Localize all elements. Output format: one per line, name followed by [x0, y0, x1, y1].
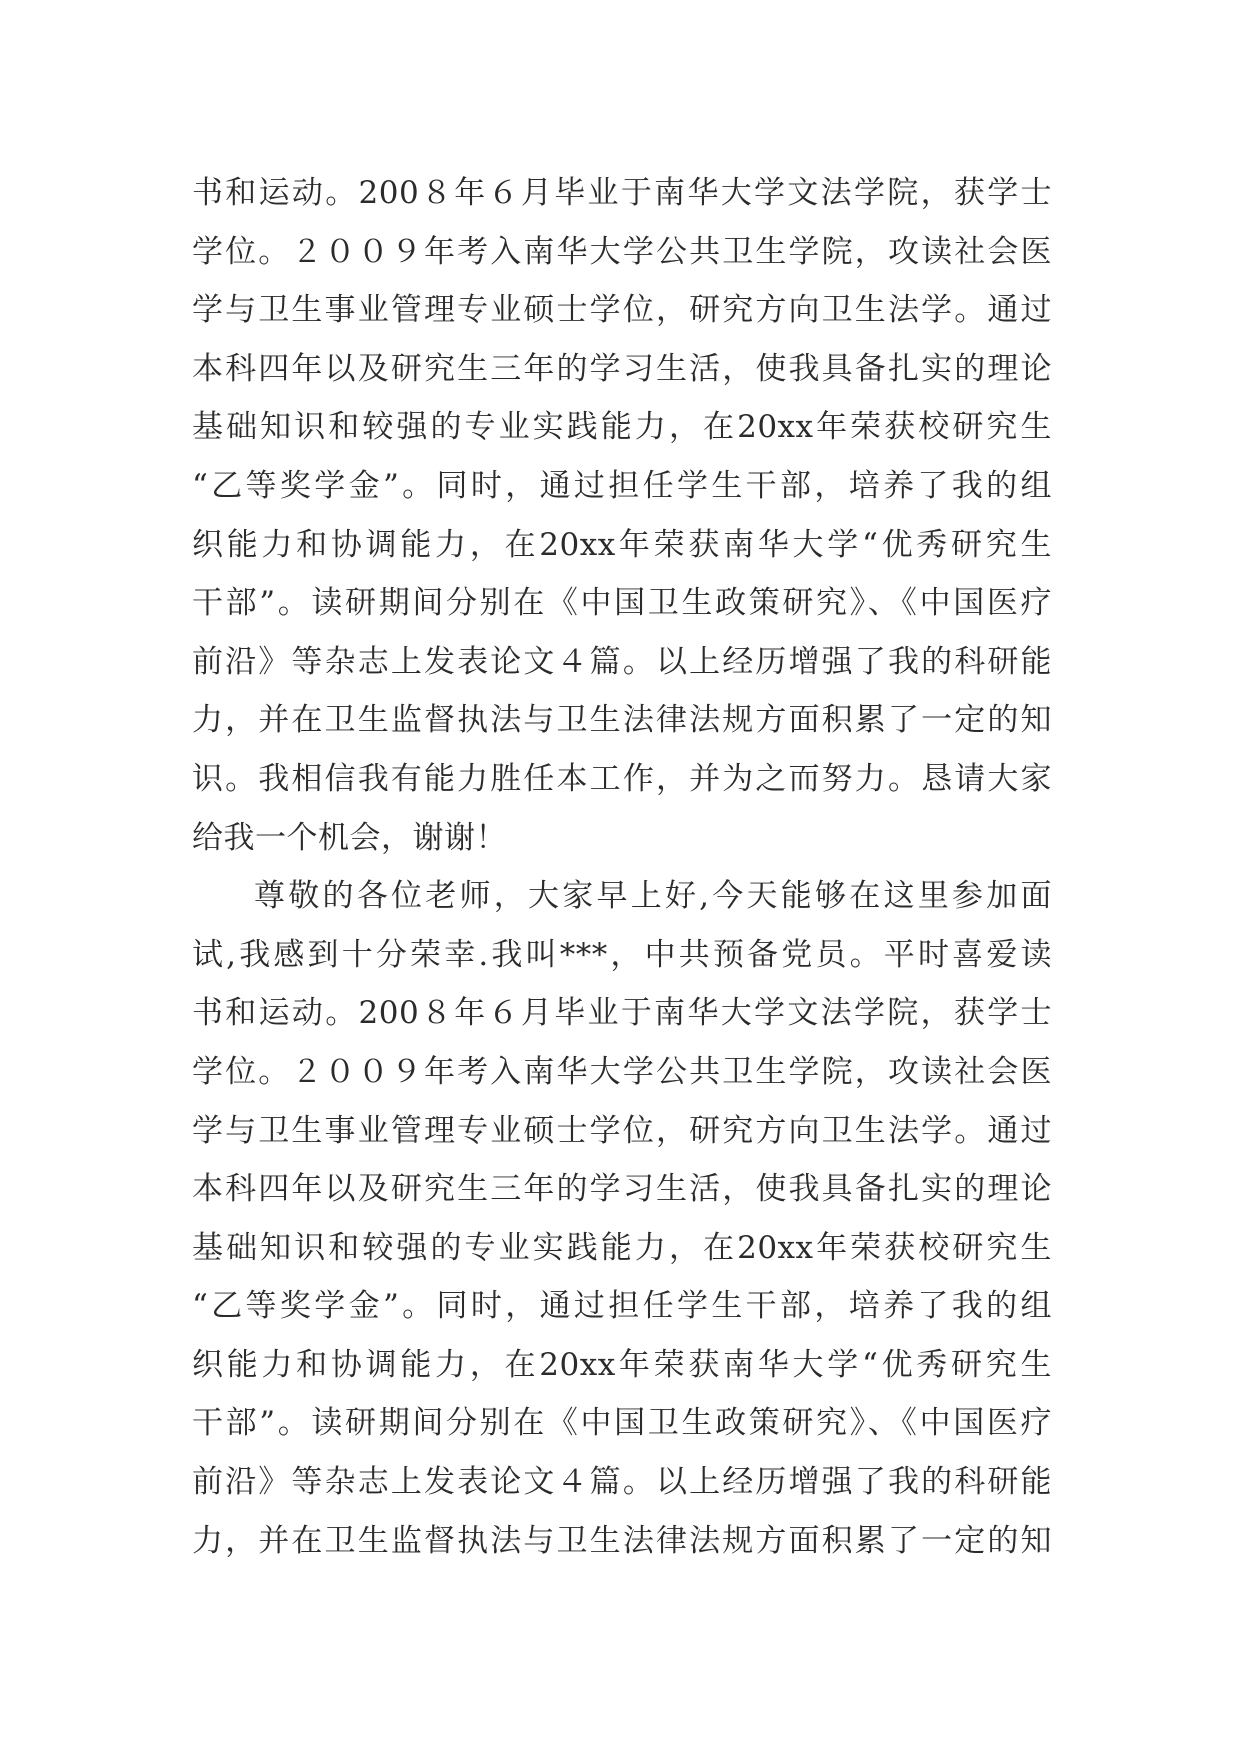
text-line: 力，并在卫生监督执法与卫生法律法规方面积累了一定的知	[192, 702, 1052, 739]
text-line: 基础知识和较强的专业实践能力，在20xx年荣获校研究生	[192, 409, 1052, 446]
body-text	[192, 164, 1052, 1570]
text-line: “乙等奖学金”。同时，通过担任学生干部，培养了我的组	[192, 1288, 1052, 1325]
text-line: 干部”。读研期间分别在《中国卫生政策研究》、《中国医疗	[192, 585, 1052, 622]
text-line: 本科四年以及研究生三年的学习生活，使我具备扎实的理论	[192, 350, 1052, 387]
text-line: “乙等奖学金”。同时，通过担任学生干部，培养了我的组	[192, 467, 1052, 504]
text-line: 本科四年以及研究生三年的学习生活，使我具备扎实的理论	[192, 1171, 1052, 1208]
text-line: 织能力和协调能力，在20xx年荣获南华大学“优秀研究生	[192, 1346, 1052, 1383]
text-line: 学与卫生事业管理专业硕士学位，研究方向卫生法学。通过	[192, 1112, 1052, 1149]
paragraph-first-line: 尊敬的各位老师，大家早上好,今天能够在这里参加面	[254, 878, 1052, 915]
text-line: 基础知识和较强的专业实践能力，在20xx年荣获校研究生	[192, 1229, 1052, 1266]
text-line: 力，并在卫生监督执法与卫生法律法规方面积累了一定的知	[192, 1522, 1052, 1559]
text-line: 识。我相信我有能力胜任本工作，并为之而努力。恳请大家	[192, 760, 1052, 797]
text-line: 学位。２００９年考入南华大学公共卫生学院，攻读社会医	[192, 1053, 1052, 1090]
text-line: 试,我感到十分荣幸.我叫***，中共预备党员。平时喜爱读	[192, 936, 1052, 973]
text-line: 书和运动。200８年６月毕业于南华大学文法学院，获学士	[192, 175, 1052, 211]
text-line: 学与卫生事业管理专业硕士学位，研究方向卫生法学。通过	[192, 292, 1052, 329]
text-line: 学位。２００９年考入南华大学公共卫生学院，攻读社会医	[192, 233, 1052, 270]
text-line: 前沿》等杂志上发表论文４篇。以上经历增强了我的科研能	[192, 643, 1052, 680]
text-line: 书和运动。200８年６月毕业于南华大学文法学院，获学士	[192, 995, 1052, 1032]
text-line: 前沿》等杂志上发表论文４篇。以上经历增强了我的科研能	[192, 1464, 1052, 1501]
text-line: 给我一个机会，谢谢！	[192, 819, 507, 856]
text-line: 织能力和协调能力，在20xx年荣获南华大学“优秀研究生	[192, 526, 1052, 563]
text-line: 干部”。读研期间分别在《中国卫生政策研究》、《中国医疗	[192, 1405, 1052, 1442]
